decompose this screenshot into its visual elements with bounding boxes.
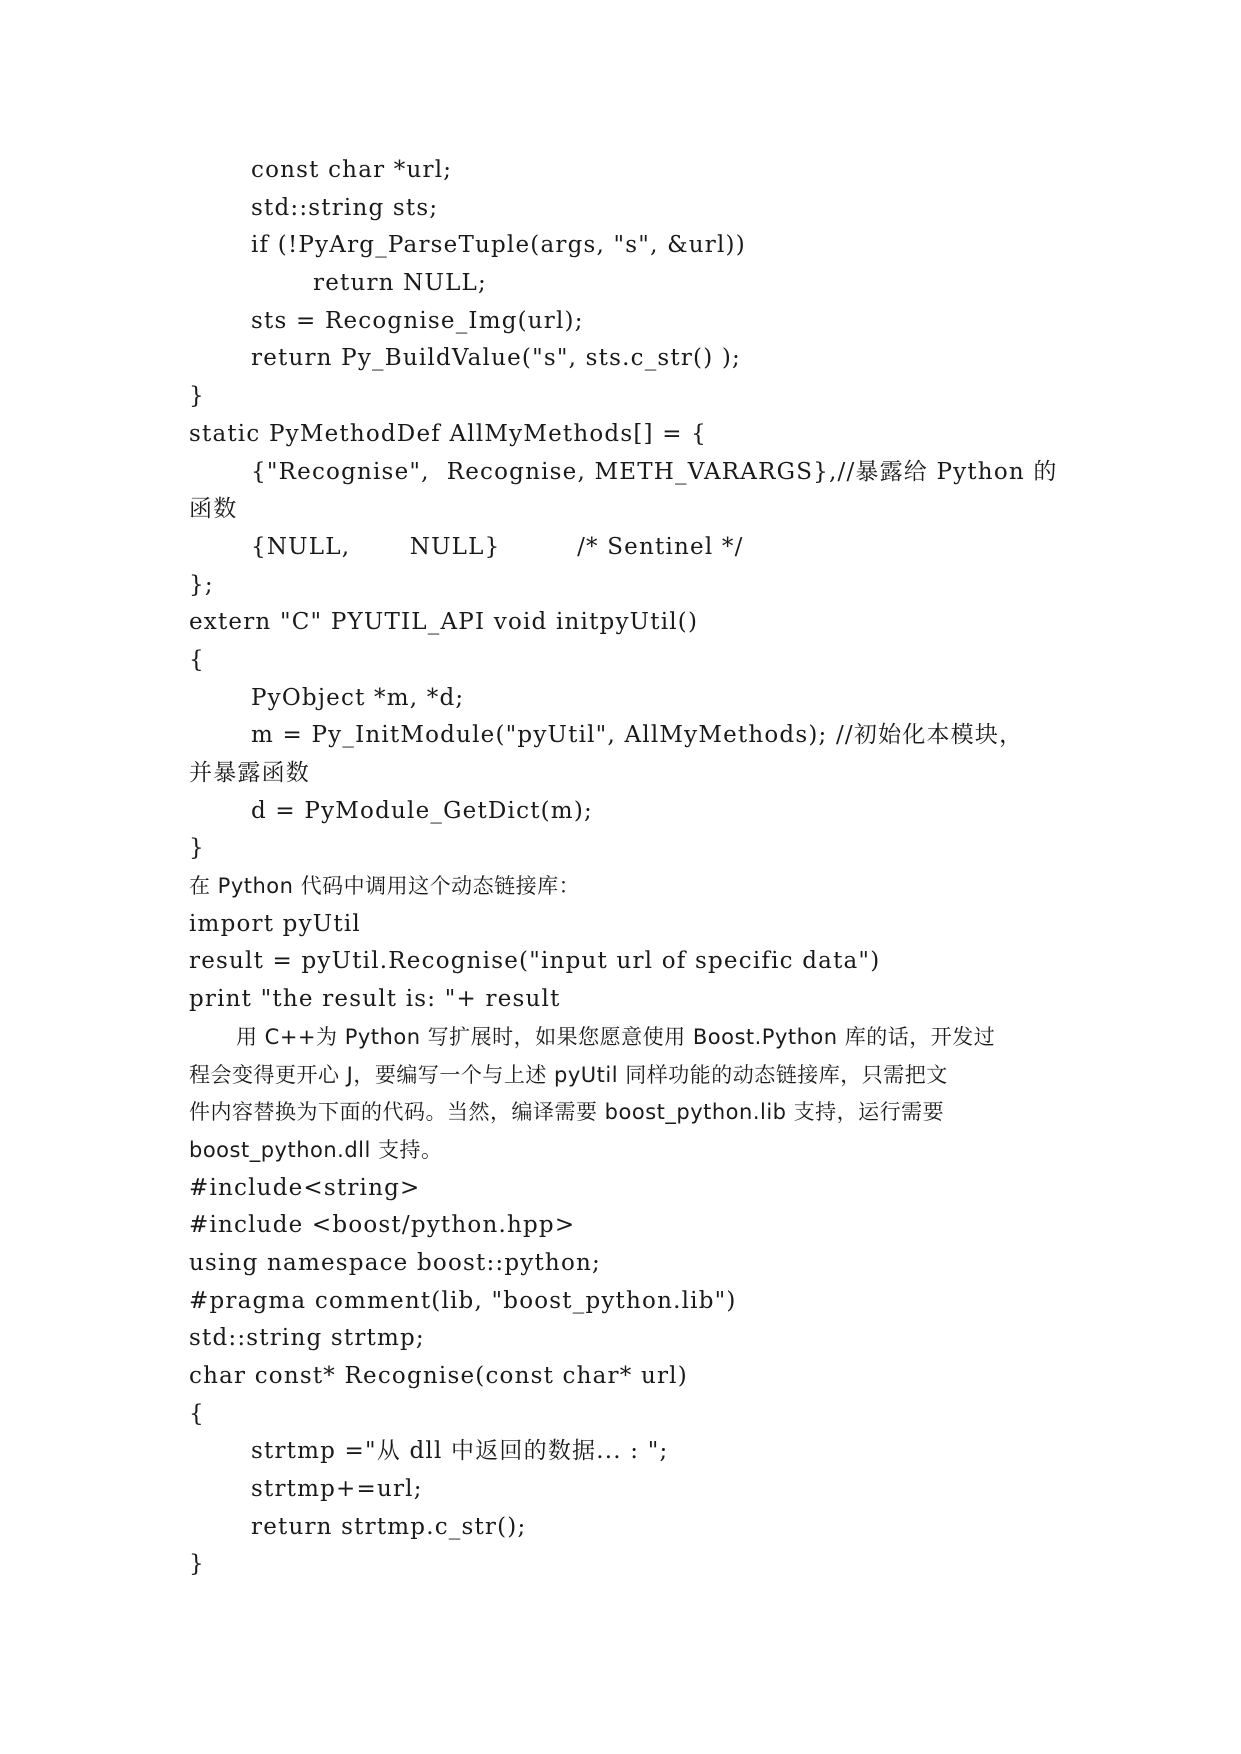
code-line: sts = Recognise_Img(url); xyxy=(251,307,584,334)
code-line: using namespace boost::python; xyxy=(189,1249,601,1276)
code-line: { xyxy=(189,646,205,673)
code-line: std::string strtmp; xyxy=(189,1325,425,1352)
code-line: } xyxy=(189,835,205,862)
code-line: strtmp+=url; xyxy=(251,1476,423,1503)
code-line: } xyxy=(189,383,205,410)
code-line: #include <boost/python.hpp> xyxy=(189,1212,576,1239)
text-line: 用 C++为 Python 写扩展时，如果您愿意使用 Boost.Python 库的话，开发过 xyxy=(236,1024,996,1049)
code-line: 函数 xyxy=(189,496,238,523)
code-line: return Py_BuildValue("s", sts.c_str() ); xyxy=(251,345,742,372)
text-line: 在 Python 代码中调用这个动态链接库： xyxy=(189,874,581,899)
text-line: 程会变得更开心 J，要编写一个与上述 pyUtil 同样功能的动态链接库，只需把文 xyxy=(189,1062,948,1087)
code-line: }; xyxy=(189,571,214,598)
code-line: return strtmp.c_str(); xyxy=(251,1513,527,1540)
code-line: {"Recognise", Recognise, METH_VARARGS},//暴露给 Python 的 xyxy=(251,458,1058,485)
code-line: static PyMethodDef AllMyMethods[] = { xyxy=(189,420,708,447)
code-line: m = Py_InitModule("pyUtil", AllMyMethods); //初始化本模块， xyxy=(251,722,1024,749)
document-body xyxy=(189,152,1059,1584)
code-line: { xyxy=(189,1400,205,1427)
code-line: d = PyModule_GetDict(m); xyxy=(251,797,593,824)
code-line: #include<string> xyxy=(189,1174,421,1201)
code-line: std::string sts; xyxy=(251,194,439,221)
code-line: 并暴露函数 xyxy=(189,760,310,786)
text-line: boost_python.dll 支持。 xyxy=(189,1137,443,1162)
code-line: return NULL; xyxy=(313,270,487,297)
code-line: import pyUtil xyxy=(189,910,361,937)
code-line: strtmp ="从 dll 中返回的数据... : "; xyxy=(251,1438,669,1465)
code-line: result = pyUtil.Recognise("input url of specific data") xyxy=(189,948,881,975)
code-line: #pragma comment(lib, "boost_python.lib") xyxy=(189,1287,737,1314)
text-line: 件内容替换为下面的代码。当然，编译需要 boost_python.lib 支持，运行需要 xyxy=(189,1100,945,1125)
code-line: {NULL, NULL} /* Sentinel */ xyxy=(251,533,744,560)
code-line: const char *url; xyxy=(251,157,453,183)
code-line: char const* Recognise(const char* url) xyxy=(189,1363,688,1389)
code-line: } xyxy=(189,1551,205,1578)
code-line: PyObject *m, *d; xyxy=(251,684,465,711)
code-line: print "the result is: "+ result xyxy=(189,986,561,1013)
code-line: if (!PyArg_ParseTuple(args, "s", &url)) xyxy=(251,232,746,259)
code-line: extern "C" PYUTIL_API void initpyUtil() xyxy=(189,609,699,636)
